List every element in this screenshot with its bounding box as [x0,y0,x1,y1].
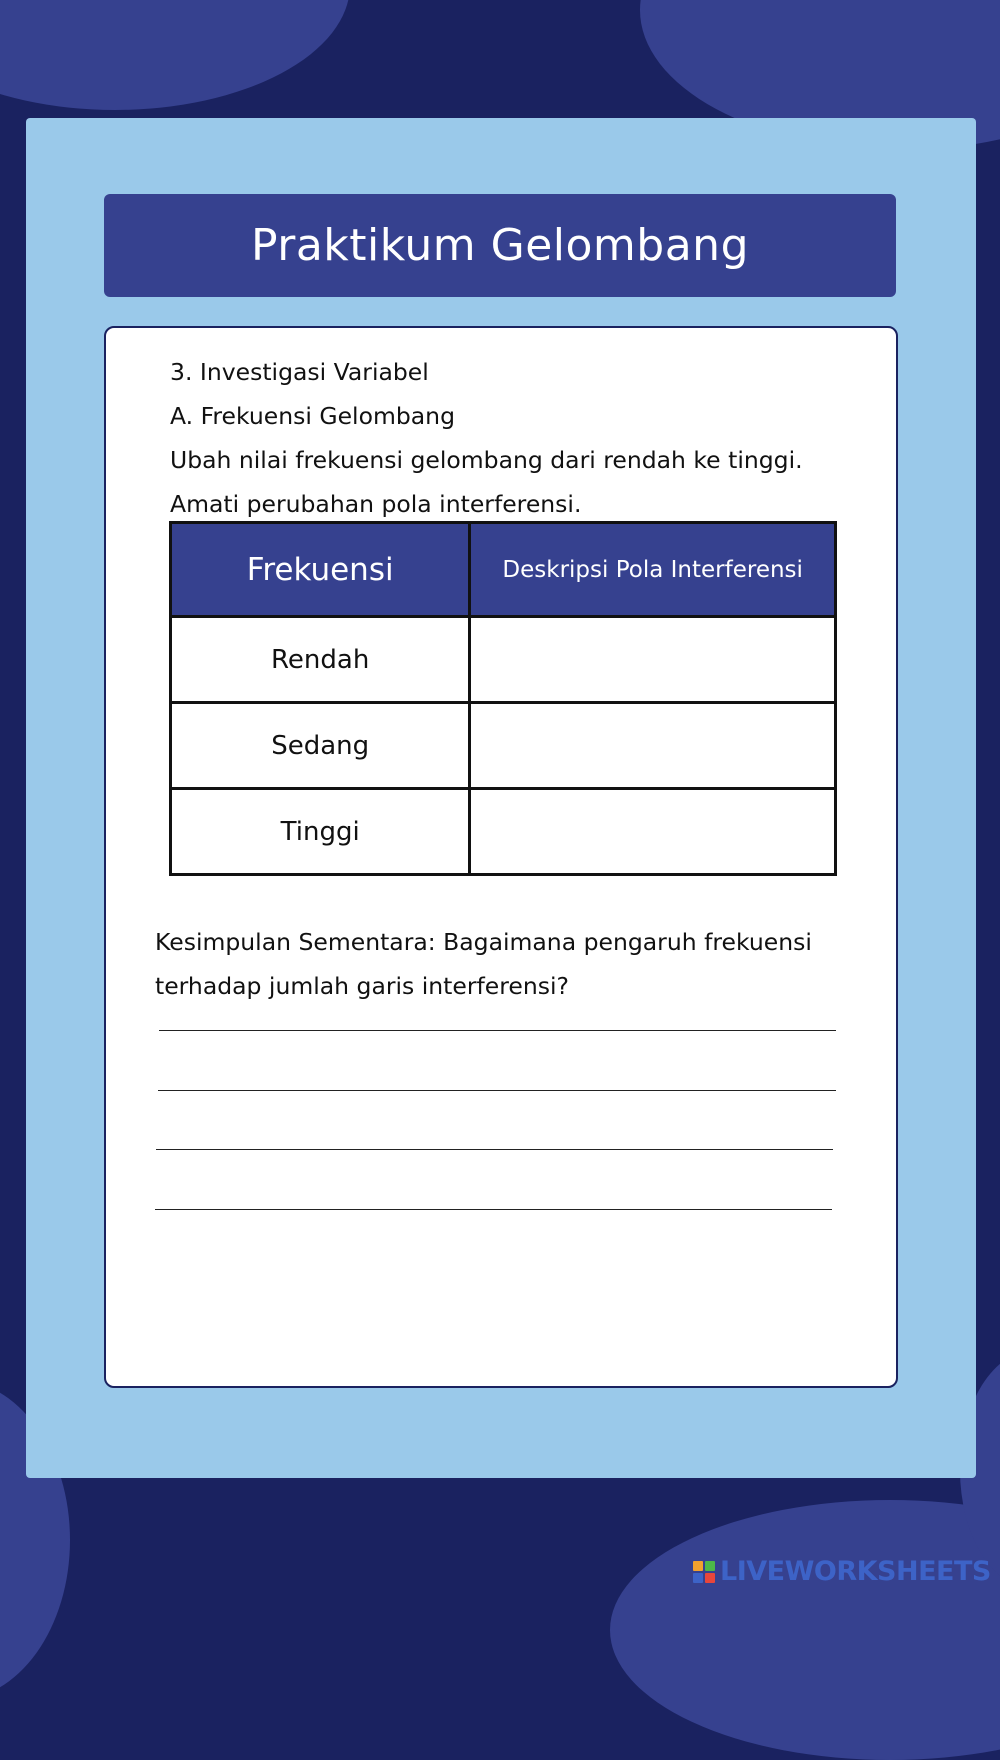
answer-line[interactable] [158,1090,836,1091]
decor-blob-bottom-right [610,1500,1000,1760]
title-banner [104,194,896,297]
subsection-heading: A. Frekuensi Gelombang [170,402,455,430]
liveworksheets-logo-icon [693,1561,715,1583]
column-header-description: Deskripsi Pola Interferensi [470,523,836,617]
description-answer-cell[interactable] [470,617,836,703]
answer-line[interactable] [159,1030,836,1031]
table-header-row [171,523,836,617]
frequency-cell: Rendah [171,617,470,703]
table-row [171,789,836,875]
column-header-frequency: Frekuensi [171,523,470,617]
page-title: Praktikum Gelombang [250,220,749,271]
decor-blob-top-left [0,0,350,110]
table-row [171,703,836,789]
description-answer-cell[interactable] [470,703,836,789]
brand-name: LIVEWORKSHEETS [720,1556,991,1587]
answer-line[interactable] [155,1209,832,1210]
description-answer-cell[interactable] [470,789,836,875]
conclusion-question: Kesimpulan Sementara: Bagaimana pengaruh frekuensi terhadap jumlah garis interferensi? [155,928,812,1000]
answer-line[interactable] [156,1149,833,1150]
frequency-cell: Sedang [171,703,470,789]
section-heading: 3. Investigasi Variabel [170,358,429,386]
instruction-text: Ubah nilai frekuensi gelombang dari rendah ke tinggi. [170,446,803,474]
liveworksheets-logo [693,1556,991,1587]
frequency-cell: Tinggi [171,789,470,875]
table-row [171,617,836,703]
frequency-table [169,521,837,876]
instruction-text: Amati perubahan pola interferensi. [170,490,582,518]
